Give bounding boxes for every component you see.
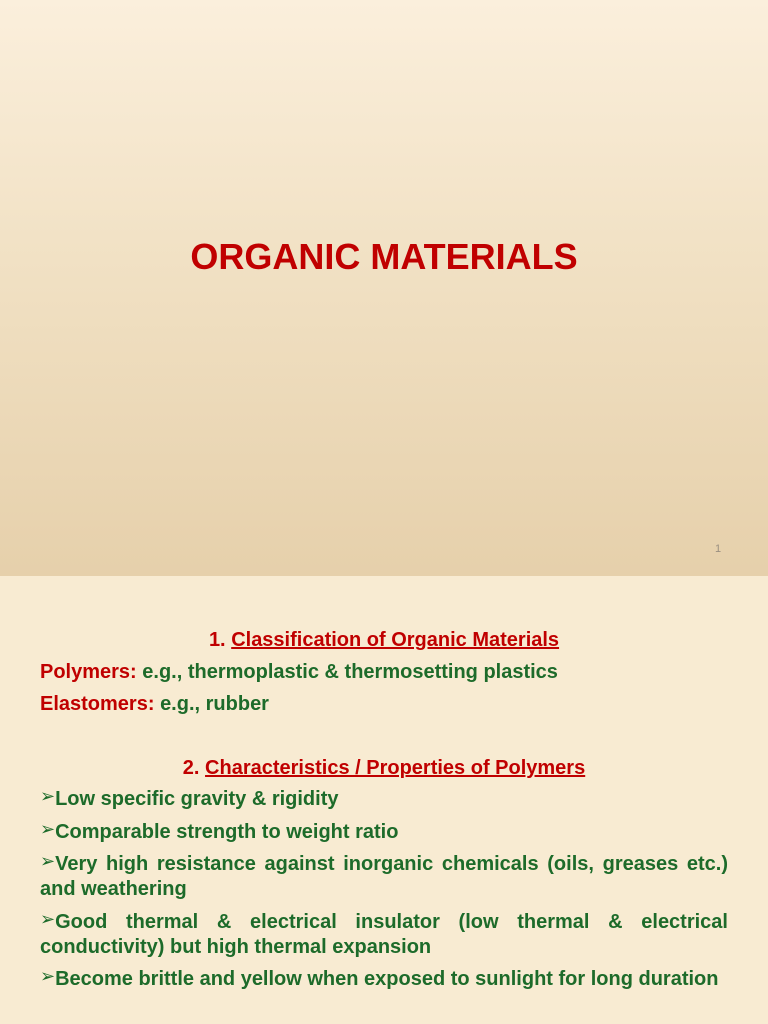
content-slide bbox=[0, 576, 768, 1024]
item-label: Elastomers: bbox=[40, 693, 155, 715]
list-item bbox=[40, 852, 728, 902]
arrow-bullet-icon: ➢ bbox=[40, 851, 56, 871]
bullet-text: Very high resistance against inorganic chemicals (oils, greases etc.) and weathering bbox=[40, 853, 728, 900]
item-text: e.g., rubber bbox=[160, 693, 269, 715]
list-item bbox=[40, 820, 728, 845]
section-2-number: 2. bbox=[182, 757, 200, 779]
list-item bbox=[40, 910, 728, 960]
section-2-title: Characteristics / Properties of Polymers bbox=[205, 757, 586, 779]
section-1-title: Classification of Organic Materials bbox=[231, 629, 560, 651]
arrow-bullet-icon: ➢ bbox=[40, 819, 56, 839]
arrow-bullet-icon: ➢ bbox=[40, 966, 56, 986]
section-1-heading bbox=[40, 628, 728, 653]
bullet-text: Become brittle and yellow when exposed to sunlight for long duration bbox=[55, 968, 719, 990]
section-2-heading bbox=[40, 756, 728, 781]
classification-item-polymers bbox=[40, 660, 728, 685]
slide-title: ORGANIC MATERIALS bbox=[190, 236, 578, 277]
arrow-bullet-icon: ➢ bbox=[40, 786, 56, 806]
arrow-bullet-icon: ➢ bbox=[40, 909, 56, 929]
section-1-number: 1. bbox=[208, 629, 226, 651]
classification-item-elastomers bbox=[40, 692, 728, 717]
page-number: 1 bbox=[714, 543, 722, 555]
item-text: e.g., thermoplastic & thermosetting plastics bbox=[142, 661, 558, 683]
bullet-text: Low specific gravity & rigidity bbox=[55, 788, 339, 810]
list-item bbox=[40, 787, 728, 812]
bullet-text: Comparable strength to weight ratio bbox=[55, 821, 399, 843]
item-label: Polymers: bbox=[40, 661, 137, 683]
list-item bbox=[40, 967, 728, 992]
bullet-text: Good thermal & electrical insulator (low thermal & electrical conductivity) but high thermal expansion bbox=[40, 911, 728, 958]
